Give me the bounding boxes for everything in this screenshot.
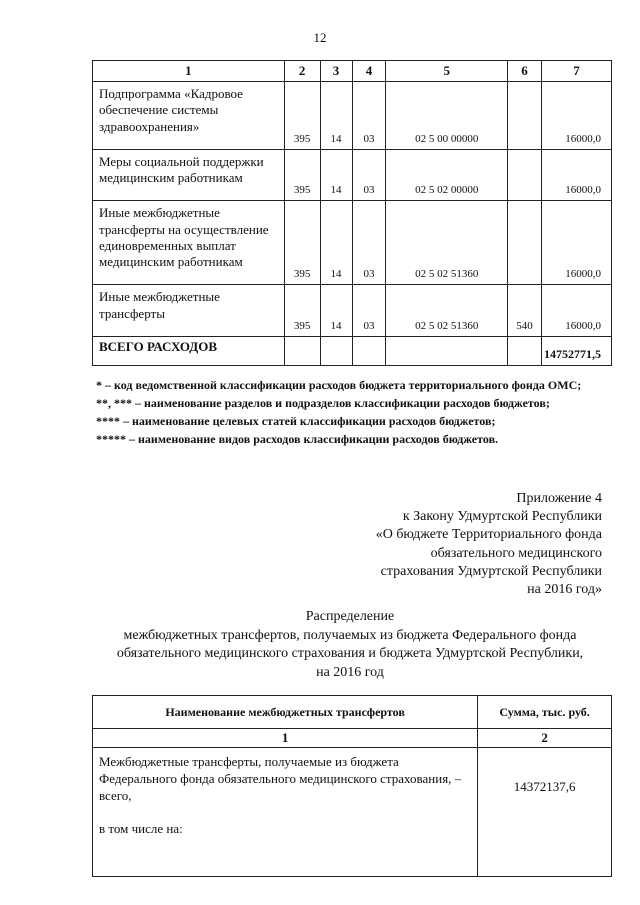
total-label: ВСЕГО РАСХОДОВ [93, 336, 285, 365]
table-row [93, 149, 612, 201]
col-header-amount: Сумма, тыс. руб. [478, 696, 612, 729]
annex-line: страхования Удмуртской Республики [380, 563, 602, 579]
cell-amount: 16000,0 [541, 149, 611, 201]
col-header-name: Наименование межбюджетных трансфертов [93, 696, 478, 729]
expenditure-table-header [93, 61, 612, 82]
footnotes [96, 376, 612, 448]
annex-line: «О бюджете Территориального фонда [375, 527, 602, 543]
col-header-5: 5 [386, 61, 508, 82]
cell-admin-code: 395 [284, 201, 320, 285]
annex-header [376, 490, 602, 599]
transfer-description [93, 748, 478, 877]
row-name: Иные межбюджетные трансферты [93, 285, 285, 337]
total-row [93, 336, 612, 365]
annex-line: обязательного медицинского [430, 545, 602, 561]
transfers-table [92, 695, 612, 877]
cell-subsection: 03 [352, 149, 386, 201]
table-row [93, 748, 612, 877]
cell-section: 14 [320, 285, 352, 337]
col-header-2: 2 [284, 61, 320, 82]
footnote: **** – наименование целевых статей классификации расходов бюджетов; [96, 414, 496, 428]
cell-section: 14 [320, 82, 352, 150]
cell-expense-type [508, 201, 542, 285]
cell-admin-code: 395 [284, 285, 320, 337]
col-header-1: 1 [93, 61, 285, 82]
transfer-name: Межбюджетные трансферты, получаемые из бюджета Федерального фонда обязательного медицинского страхования, – всего, [99, 754, 462, 803]
transfer-amount: 14372137,6 [478, 748, 612, 877]
expenditure-table [92, 60, 612, 366]
cell-subsection: 03 [352, 82, 386, 150]
annex-line: Приложение 4 [516, 491, 602, 506]
cell-target-article: 02 5 02 00000 [386, 149, 508, 201]
row-name: Меры социальной поддержки медицинским работникам [93, 149, 285, 201]
footnote: **, *** – наименование разделов и подразделов классификации расходов бюджетов; [96, 396, 550, 410]
cell-expense-type [508, 82, 542, 150]
col-header-7: 7 [541, 61, 611, 82]
cell-subsection: 03 [352, 285, 386, 337]
transfers-table-header [93, 696, 612, 729]
cell-target-article: 02 5 02 51360 [386, 285, 508, 337]
cell-section: 14 [320, 149, 352, 201]
col-header-6: 6 [508, 61, 542, 82]
cell-admin-code: 395 [284, 82, 320, 150]
annex-line: к Закону Удмуртской Республики [402, 509, 602, 525]
table-row [93, 285, 612, 337]
title-line: на 2016 год [316, 664, 384, 680]
title-line: межбюджетных трансфертов, получаемых из бюджета Федерального фонда [123, 627, 577, 643]
row-name: Иные межбюджетные трансферты на осуществление единовременных выплат медицинским работникам [93, 201, 285, 285]
title-line: Распределение [305, 609, 395, 624]
col-header-4: 4 [352, 61, 386, 82]
total-value: 14752771,5 [541, 336, 611, 365]
cell-expense-type: 540 [508, 285, 542, 337]
cell-admin-code: 395 [284, 149, 320, 201]
table-row [93, 201, 612, 285]
footnote: ***** – наименование видов расходов классификации расходов бюджетов. [96, 432, 499, 446]
cell-subsection: 03 [352, 201, 386, 285]
cell-amount: 16000,0 [541, 201, 611, 285]
distribution-title [70, 608, 630, 682]
col-number-2: 2 [478, 729, 612, 748]
col-number-1: 1 [93, 729, 478, 748]
table-row [93, 82, 612, 150]
transfer-subtitle: в том числе на: [99, 820, 183, 836]
footnote: * – код ведомственной классификации расходов бюджета территориального фонда ОМС; [96, 378, 582, 392]
cell-amount: 16000,0 [541, 285, 611, 337]
annex-line: на 2016 год» [527, 581, 602, 597]
page-number: 12 [313, 30, 327, 45]
cell-expense-type [508, 149, 542, 201]
col-header-3: 3 [320, 61, 352, 82]
row-name: Подпрограмма «Кадровое обеспечение системы здравоохранения» [93, 82, 285, 150]
cell-amount: 16000,0 [541, 82, 611, 150]
cell-section: 14 [320, 201, 352, 285]
cell-target-article: 02 5 02 51360 [386, 201, 508, 285]
title-line: обязательного медицинского страхования и бюджета Удмуртской Республики, [116, 646, 584, 662]
cell-target-article: 02 5 00 00000 [386, 82, 508, 150]
transfers-table-numbers [93, 729, 612, 748]
